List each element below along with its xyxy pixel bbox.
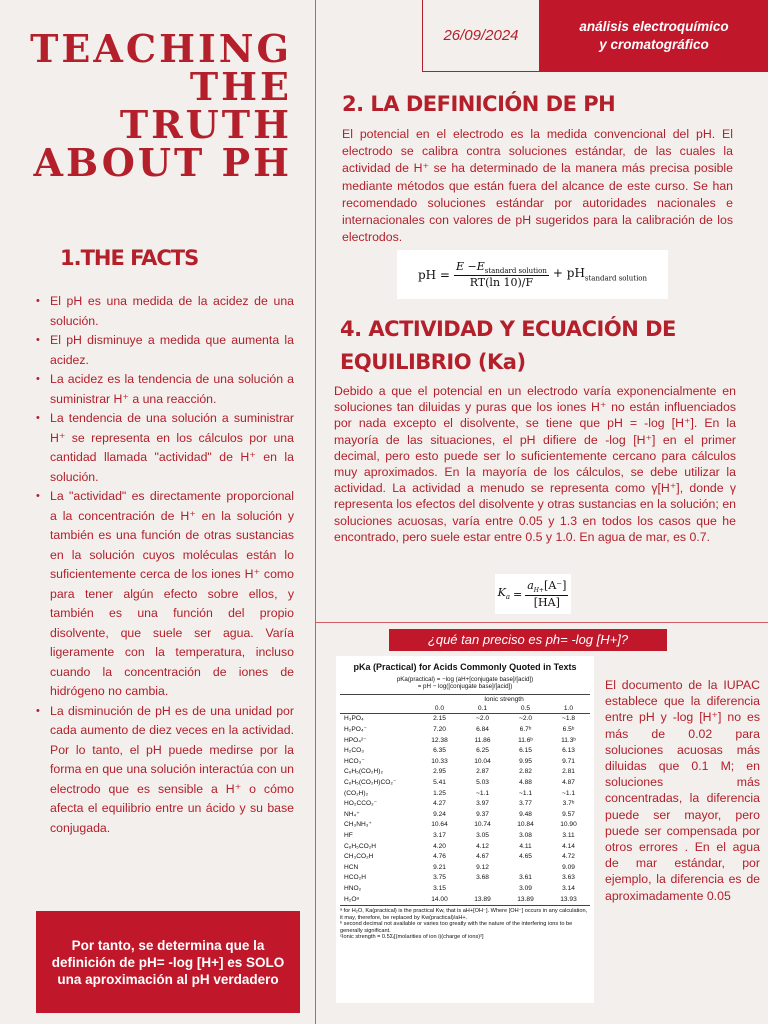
- table-value-cell: 7.20: [433, 726, 446, 733]
- table-value-cell: 4.67: [476, 853, 489, 861]
- table-value-cell: ~2.0: [518, 715, 533, 723]
- table-note: ᵃ for H₂O, Ka(practical) is the practical Kw, that is aH+[OH⁻]. Where [OH⁻] occurs in any calculation, it may, therefore, be replaced by Kw(practical)/aH+.: [340, 908, 588, 921]
- ka-lhs: [498, 586, 510, 601]
- table-acid-cell: C₆H₅(CO₂H)CO₂⁻: [344, 778, 397, 786]
- table-column-header: 1.0: [547, 704, 590, 714]
- ka-denominator: [HA]: [533, 595, 560, 609]
- conclusion-box: [36, 911, 300, 1013]
- table-row: [340, 873, 590, 884]
- table-value-cell: 13.89: [461, 895, 504, 906]
- table-acid-cell: H₂PO₄⁻: [344, 726, 368, 733]
- definition-text: El potencial en el electrodo es la medida convencional del pH. El electrodo se calibra contra soluciones estándar, de las cuales la actividad de H⁺ se ha determinado de la manera más precisa posible mediante métodos que están fuera del alcance de este curso. Se han recomendado soluciones estándar por autoridades nacionales e internacionales con valores de pH sugeridos para la calibración de los electrodos.: [342, 127, 733, 245]
- pka-table-notes: [340, 908, 590, 941]
- fact-item: • La disminución de pH es de una unidad por cada aumento de diez veces en la actividad. Por lo tanto, el pH puede medirse por la forma en que una solución interactúa con un electrodo que es sensible a H⁺ o cómo afecta el equilibrio entre un ácido y su base conjugada.: [46, 702, 294, 839]
- table-note: ᶜIonic strength = 0.5Σᵢ[(molarities of ion i)(charge of ions)²]: [340, 934, 484, 941]
- table-row: [340, 863, 590, 874]
- ka-formula: [495, 574, 571, 614]
- table-value-cell: 6.84: [476, 726, 489, 733]
- table-value-cell: 6.35: [433, 747, 446, 755]
- ka-numerator: [525, 579, 568, 595]
- table-acid-cell: HO₂CCO₂⁻: [344, 800, 378, 808]
- table-value-cell: 3.14: [562, 884, 575, 892]
- table-value-cell: 9.09: [562, 863, 575, 871]
- table-value-cell: 13.93: [547, 895, 590, 906]
- table-value-cell: 4.11: [519, 842, 532, 850]
- table-value-cell: ~1.1: [561, 789, 576, 797]
- numerator-main: E −E: [455, 259, 485, 273]
- table-row: [340, 799, 590, 810]
- rhs-sub: standard solution: [584, 274, 648, 283]
- activity-heading: 4. ACTIVIDAD Y ECUACIÓN DE EQUILIBRIO (Ka): [340, 317, 676, 374]
- table-acid-cell: C₆H₅CO₂H: [344, 842, 377, 850]
- table-value-cell: 9.37: [476, 810, 489, 818]
- table-value-cell: 3.09: [519, 884, 532, 892]
- table-value-cell: 3.17: [433, 831, 446, 839]
- table-acid-cell: NH₄⁺: [344, 810, 360, 818]
- table-value-cell: 3.75: [433, 874, 446, 882]
- title-line: TEACHING: [30, 26, 292, 71]
- table-value-cell: 3.61: [519, 874, 532, 882]
- table-row: [340, 810, 590, 821]
- fact-item: • La "actividad" es directamente proporcional a la concentración de H⁺ en la solución y también es una función de otras sustancias en la solución cuyos moléculas están lo suficientemente cerca de los iones H⁺ como para tener algún efecto sobre ellos, y también es una función del propio disolvente, que suele ser agua. Varía ligeramente con la temperatura, incluso cuando la concentración de iones de hidrógeno no cambia.: [46, 487, 294, 702]
- table-value-cell: 9.48: [519, 810, 532, 818]
- table-value-cell: 6.15: [519, 747, 532, 755]
- table-acid-cell: CH₃NH₃⁺: [344, 821, 372, 829]
- table-header-empty: [340, 695, 418, 705]
- table-value-cell: 9.21: [433, 863, 446, 871]
- table-row: [340, 736, 590, 747]
- table-value-cell: 13.89: [504, 895, 547, 906]
- formula-rhs: [553, 266, 647, 282]
- table-value-cell: 3.97: [476, 800, 489, 808]
- table-row: [340, 746, 590, 757]
- table-acid-cell: CH₃CO₂H: [344, 853, 374, 861]
- ionic-strength-label: Ionic strength: [418, 695, 590, 705]
- topic-box: [540, 0, 768, 72]
- table-value-cell: 14.00: [418, 895, 461, 906]
- table-value-cell: 9.71: [562, 757, 575, 765]
- precision-question: ¿qué tan preciso es ph= -log [H+]?: [427, 632, 629, 647]
- table-acid-cell: HNO₂: [344, 884, 362, 892]
- horizontal-divider: [315, 622, 768, 623]
- table-value-cell: 6.25: [476, 747, 489, 755]
- table-acid-cell: H₃PO₄: [344, 715, 364, 723]
- conclusion-text: Por tanto, se determina que la definición de pH= -log [H+] es SOLO una aproximación al pH verdadero: [51, 937, 285, 987]
- definition-heading: 2. LA DEFINICIÓN DE PH: [342, 92, 616, 116]
- formula-denominator: RT(ln 10)/F: [469, 276, 534, 290]
- table-value-cell: 3.08: [519, 831, 532, 839]
- table-value-cell: 2.15: [433, 715, 446, 723]
- table-column-header: 0.0: [418, 704, 461, 714]
- table-value-cell: 4.20: [433, 842, 446, 850]
- table-value-cell: ~1.8: [561, 715, 576, 723]
- table-acid-cell: HF: [344, 831, 353, 839]
- table-note: ᵇ second decimal not available or varies too greatly with the nature of the interfering ions to be generally significant.: [340, 921, 573, 934]
- date-box: [422, 0, 540, 72]
- table-value-cell: 12.38: [431, 736, 448, 744]
- table-value-cell: 5.41: [433, 778, 446, 786]
- formula-numerator: [454, 260, 549, 276]
- table-row: [340, 725, 590, 736]
- facts-list: [46, 292, 294, 838]
- table-value-cell: 4.87: [562, 778, 575, 786]
- table-value-cell: [504, 863, 547, 874]
- numerator-sub: standard solution: [484, 267, 547, 276]
- table-column-header: 0.5: [504, 704, 547, 714]
- fact-item: • El pH es una medida de la acidez de una solución.: [46, 292, 294, 331]
- table-value-cell: 10.90: [560, 821, 577, 829]
- vertical-divider: [315, 0, 316, 1024]
- table-value-cell: 5.03: [476, 778, 489, 786]
- table-value-cell: 3.77: [519, 800, 532, 808]
- table-acid-cell: HCN: [344, 863, 359, 871]
- table-row: [340, 831, 590, 842]
- pka-def-line: = pH − log([conjugate base]/[acid]): [417, 683, 513, 691]
- precision-question-banner: [389, 629, 667, 651]
- table-value-cell: ~1.1: [475, 789, 490, 797]
- ka-num-main: a: [527, 579, 534, 593]
- table-value-cell: 3.7ᵇ: [562, 800, 575, 808]
- pka-table-definition: [340, 676, 590, 690]
- ka-fraction: [525, 579, 568, 608]
- ka-lhs-sub: a: [505, 593, 510, 602]
- table-value-cell: 10.74: [474, 821, 491, 829]
- table-value-cell: 3.05: [476, 831, 489, 839]
- table-value-cell: 10.64: [431, 821, 448, 829]
- table-acid-cell: H₂CO₃: [344, 747, 364, 755]
- title-line: TRUTH: [119, 102, 292, 147]
- title-line: THE: [189, 64, 292, 109]
- table-value-cell: 3.68: [476, 874, 489, 882]
- table-value-cell: 11.3ᵇ: [561, 736, 576, 744]
- rhs-main: + pH: [552, 266, 585, 281]
- table-value-cell: 11.86: [474, 736, 491, 744]
- table-value-cell: 9.12: [476, 863, 489, 871]
- table-row: [340, 778, 590, 789]
- table-row: [340, 767, 590, 778]
- pka-table: [340, 694, 590, 906]
- topic-line-2: y cromatográfico: [599, 37, 709, 52]
- table-value-cell: 10.84: [517, 821, 534, 829]
- table-value-cell: 4.65: [519, 853, 532, 861]
- ka-num-rest: [A⁻]: [544, 579, 567, 593]
- table-value-cell: 4.72: [562, 853, 575, 861]
- table-row: [340, 852, 590, 863]
- table-value-cell: 4.27: [433, 800, 446, 808]
- pka-def-line: pKa(practical) = −log (aH+[conjugate base]/[acid]): [396, 676, 534, 683]
- title-line: ABOUT PH: [33, 140, 292, 185]
- activity-text: Debido a que el potencial en un electrodo varía exponencialmente en soluciones tan diluidas y puras que los iones H⁺ no están influenciados por nada excepto el disolvente, se tiene que pH = -log [H⁺]. En la mayoría de las situaciones, el pH difiere de -log [H⁺] en el primer decimal, pero esto puede ser lo suficientemente cercano para cálculos muy aproximados. En la mayoría de los cálculos, se debe utilizar la actividad. La actividad a menudo se representa como γ[H⁺], donde γ representa los efectos del disolvente y otras sustancias en la solución; en soluciones acuosas, varía entre 0.05 y 1.3 en todos los casos que he encontrado, pero suele estar entre 0.5 y 1.0. En agua de mar, es 0.7.: [334, 384, 736, 544]
- fact-item: • El pH disminuye a medida que aumenta la acidez.: [46, 331, 294, 370]
- table-value-cell: 3.11: [562, 831, 575, 839]
- table-value-cell: 3.15: [433, 884, 446, 892]
- table-value-cell: 4.12: [476, 842, 489, 850]
- poster-title: [30, 26, 292, 185]
- table-value-cell: 2.87: [476, 768, 489, 776]
- table-column-header: [340, 704, 418, 714]
- table-column-header: 0.1: [461, 704, 504, 714]
- table-value-cell: ~1.1: [518, 789, 533, 797]
- table-acid-cell: H₂Oᵃ: [340, 895, 418, 906]
- table-acid-cell: (CO₂H)₂: [344, 789, 369, 797]
- ka-lhs-main: K: [497, 586, 506, 600]
- table-value-cell: 11.6ᵇ: [518, 736, 533, 744]
- formula-lhs: pH =: [417, 267, 450, 282]
- table-value-cell: [461, 884, 504, 895]
- ka-num-sub: H+: [533, 587, 545, 595]
- table-value-cell: 10.04: [474, 757, 491, 765]
- table-value-cell: 4.76: [433, 853, 446, 861]
- table-row: [340, 884, 590, 895]
- topic-line-1: análisis electroquímico: [579, 19, 729, 34]
- table-value-cell: 10.33: [431, 757, 448, 765]
- table-acid-cell: HCO₂H: [344, 874, 366, 882]
- iupac-text: El documento de la IUPAC establece que la diferencia entre pH y -log [H⁺] no es más de 0.02 para soluciones acuosas más diluidas que 0.1 M; en soluciones más concentradas, la diferencia puede ser mayor, pero puede ser compensada por otros errores . En el agua de mar estándar, por ejemplo, la diferencia es de aproximadamente 0.05: [605, 678, 760, 903]
- fact-item: • La acidez es la tendencia de una solución a suministrar H⁺ a una reacción.: [46, 370, 294, 409]
- table-row: [340, 842, 590, 853]
- pka-table-title: pKa (Practical) for Acids Commonly Quoted in Texts: [353, 662, 577, 672]
- table-value-cell: 2.95: [433, 768, 446, 776]
- table-value-cell: 6.5ᵇ: [562, 726, 575, 733]
- table-row: [340, 757, 590, 768]
- table-value-cell: 9.95: [519, 757, 532, 765]
- table-value-cell: 9.24: [433, 810, 446, 818]
- fact-item: • La tendencia de una solución a suministrar H⁺ se representa en los cálculos por una cantidad llamada "actividad" de H⁺ en la solución.: [46, 409, 294, 487]
- table-value-cell: ~2.0: [475, 715, 490, 723]
- table-value-cell: 4.88: [519, 778, 532, 786]
- table-value-cell: 3.63: [562, 874, 575, 882]
- table-acid-cell: HPO₄²⁻: [344, 736, 367, 744]
- table-acid-cell: HCO₃⁻: [344, 757, 365, 765]
- pka-table-figure: [336, 656, 594, 1003]
- ka-eq: =: [513, 587, 523, 601]
- table-row: [340, 820, 590, 831]
- table-value-cell: 6.13: [562, 747, 575, 755]
- facts-heading: 1.THE FACTS: [60, 246, 199, 270]
- ph-definition-formula: [397, 250, 668, 299]
- table-value-cell: 1.25: [433, 789, 446, 797]
- table-acid-cell: C₆H₅(CO₂H)₂: [344, 768, 384, 776]
- table-value-cell: 4.14: [562, 842, 575, 850]
- table-row: [340, 895, 590, 906]
- formula-fraction: [454, 260, 549, 289]
- table-value-cell: 2.81: [562, 768, 575, 776]
- table-value-cell: 9.57: [562, 810, 575, 818]
- table-value-cell: 6.7ᵇ: [519, 726, 532, 733]
- table-row: [340, 714, 590, 725]
- table-value-cell: 2.82: [519, 768, 532, 776]
- date-text: 26/09/2024: [443, 27, 519, 44]
- table-row: [340, 789, 590, 800]
